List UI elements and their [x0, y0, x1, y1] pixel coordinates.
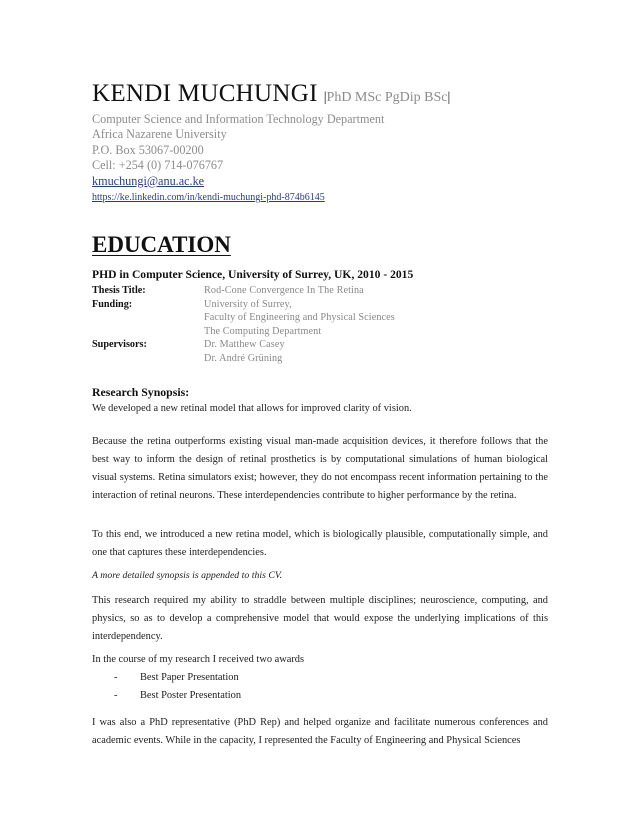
synopsis-heading: Research Synopsis:	[92, 385, 190, 399]
synopsis-paragraph-2: Because the retina outperforms existing visual man-made acquisition devices, it therefore follows that the best way to inform the design of retinal prosthetics is by computational simulations of human biological visual systems. Retina simulators exist; however, they do not encompass recent information pertaining to the interaction of retinal neurons. These interdependencies contribute to higher performance by the retina.	[92, 436, 548, 501]
funding-line: Faculty of Engineering and Physical Sciences	[204, 312, 395, 323]
person-name: KENDI MUCHUNGI	[92, 80, 318, 107]
institution: Africa Nazarene University	[92, 127, 227, 142]
synopsis-paragraph-1: We developed a new retinal model that allows for improved clarity of vision.	[92, 403, 412, 414]
list-item	[92, 669, 241, 687]
email-link[interactable]: kmuchungi@anu.ac.ke	[92, 173, 205, 188]
bar-right: |	[447, 90, 451, 105]
info-row-supervisors	[92, 338, 395, 365]
address: P.O. Box 53067-00200	[92, 142, 204, 157]
cell-phone: Cell: +254 (0) 714-076767	[92, 158, 224, 173]
synopsis-paragraph-5: This research required my ability to straddle between multiple disciplines; neuroscience, computing, and physics, so as to develop a comprehensive model that would expose the underlying implications of this interdependency.	[92, 595, 548, 642]
info-label: Supervisors:	[92, 339, 147, 350]
contact-block	[92, 112, 384, 205]
synopsis-paragraph-3: To this end, we introduced a new retina model, which is biologically plausible, computationally simple, and one that captures these interdependencies.	[92, 529, 548, 558]
info-label: Thesis Title:	[92, 285, 146, 296]
degree-title: PHD in Computer Science, University of Surrey, UK, 2010 - 2015	[92, 268, 414, 281]
info-label: Funding:	[92, 298, 133, 310]
supervisor-name: Dr. André Grüning	[204, 352, 283, 364]
award-name: Best Paper Presentation	[140, 672, 239, 683]
degrees-badge	[324, 90, 451, 105]
education-heading: EDUCATION	[92, 232, 231, 257]
info-row-funding	[92, 298, 395, 339]
degrees-text: PhD MSc PgDip BSc	[326, 90, 448, 105]
dash-bullet: -	[114, 672, 118, 683]
info-value	[204, 338, 285, 365]
bar-left: |	[323, 90, 327, 105]
department: Computer Science and Information Technology Department	[92, 112, 385, 126]
awards-intro: In the course of my research I received two awards	[92, 654, 305, 665]
thesis-title-value: Rod-Cone Convergence In The Retina	[204, 285, 364, 296]
info-row-thesis	[92, 284, 395, 298]
funding-line: University of Surrey,	[204, 298, 292, 310]
thesis-info	[92, 284, 395, 365]
name-header	[92, 80, 450, 108]
rep-paragraph: I was also a PhD representative (PhD Rep) and helped organize and facilitate numerous conferences and academic events. While in the capacity, I represented the Faculty of Engineering and Physical Sciences	[92, 717, 548, 746]
funding-line: The Computing Department	[204, 325, 322, 337]
linkedin-link[interactable]: https://ke.linkedin.com/in/kendi-muchungi-phd-874b6145	[92, 192, 325, 204]
info-value	[204, 284, 364, 298]
dash-bullet: -	[114, 690, 118, 701]
supervisor-name: Dr. Matthew Casey	[204, 339, 285, 350]
synopsis-note: A more detailed synopsis is appended to this CV.	[92, 570, 283, 581]
list-item	[92, 687, 241, 705]
awards-list	[92, 669, 241, 705]
info-value	[204, 298, 395, 339]
award-name: Best Poster Presentation	[140, 690, 242, 701]
